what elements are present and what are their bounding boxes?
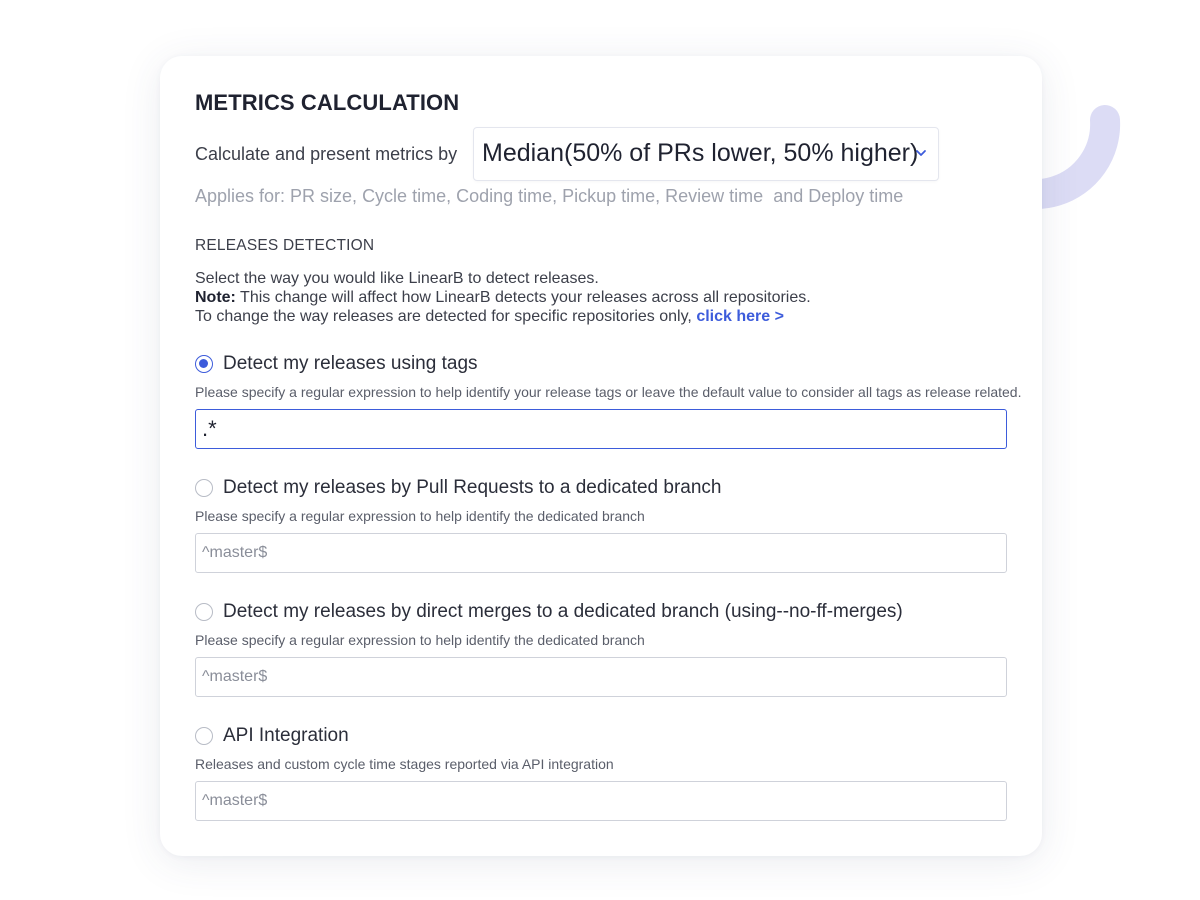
releases-section-title: RELEASES DETECTION <box>195 237 375 254</box>
metrics-applies-note: Applies for: PR size, Cycle time, Coding time, Pickup time, Review time and Deploy time <box>195 186 904 206</box>
radio-detect-by-direct-merges[interactable] <box>195 603 213 621</box>
direct-merge-branch-regex-input[interactable] <box>195 657 1007 697</box>
releases-description-line <box>195 307 811 326</box>
option-label: Detect my releases using tags <box>223 353 478 374</box>
option-api-integration[interactable] <box>195 725 349 747</box>
metrics-select-value: Median(50% of PRs lower, 50% higher) <box>482 139 919 167</box>
option-detect-by-direct-merges[interactable] <box>195 601 903 623</box>
note-label: Note: <box>195 289 236 306</box>
settings-card <box>160 56 1042 856</box>
metrics-select-label: Calculate and present metrics by <box>195 144 458 164</box>
releases-note <box>195 288 811 307</box>
api-integration-regex-input[interactable] <box>195 781 1007 821</box>
note-text: This change will affect how LinearB detects your releases across all repositories. <box>235 289 811 306</box>
pull-request-branch-regex-input[interactable] <box>195 533 1007 573</box>
option-label: API Integration <box>223 725 349 746</box>
releases-specific-repos-text: To change the way releases are detected for specific repositories only, <box>195 308 697 325</box>
radio-detect-by-pull-requests[interactable] <box>195 479 213 497</box>
option-help-text: Please specify a regular expression to help identify the dedicated branch <box>195 508 645 524</box>
option-detect-by-pull-requests[interactable] <box>195 477 722 499</box>
option-label: Detect my releases by direct merges to a dedicated branch (using--no-ff-merges) <box>223 601 903 622</box>
metrics-calculation-select[interactable] <box>473 127 939 181</box>
option-help-text: Releases and custom cycle time stages reported via API integration <box>195 756 614 772</box>
releases-description-line: Select the way you would like LinearB to detect releases. <box>195 270 599 287</box>
metrics-section-title: METRICS CALCULATION <box>195 90 460 115</box>
radio-detect-by-tags[interactable] <box>195 355 213 373</box>
option-help-text: Please specify a regular expression to help identify your release tags or leave the default value to consider all tags as release related. <box>195 384 1022 400</box>
click-here-link[interactable]: click here > <box>696 308 784 325</box>
option-help-text: Please specify a regular expression to help identify the dedicated branch <box>195 632 645 648</box>
option-detect-by-tags[interactable] <box>195 353 478 375</box>
radio-api-integration[interactable] <box>195 727 213 745</box>
release-tags-regex-input[interactable] <box>195 409 1007 449</box>
chevron-down-icon <box>914 148 928 158</box>
releases-description <box>195 269 811 326</box>
option-label: Detect my releases by Pull Requests to a dedicated branch <box>223 477 722 498</box>
